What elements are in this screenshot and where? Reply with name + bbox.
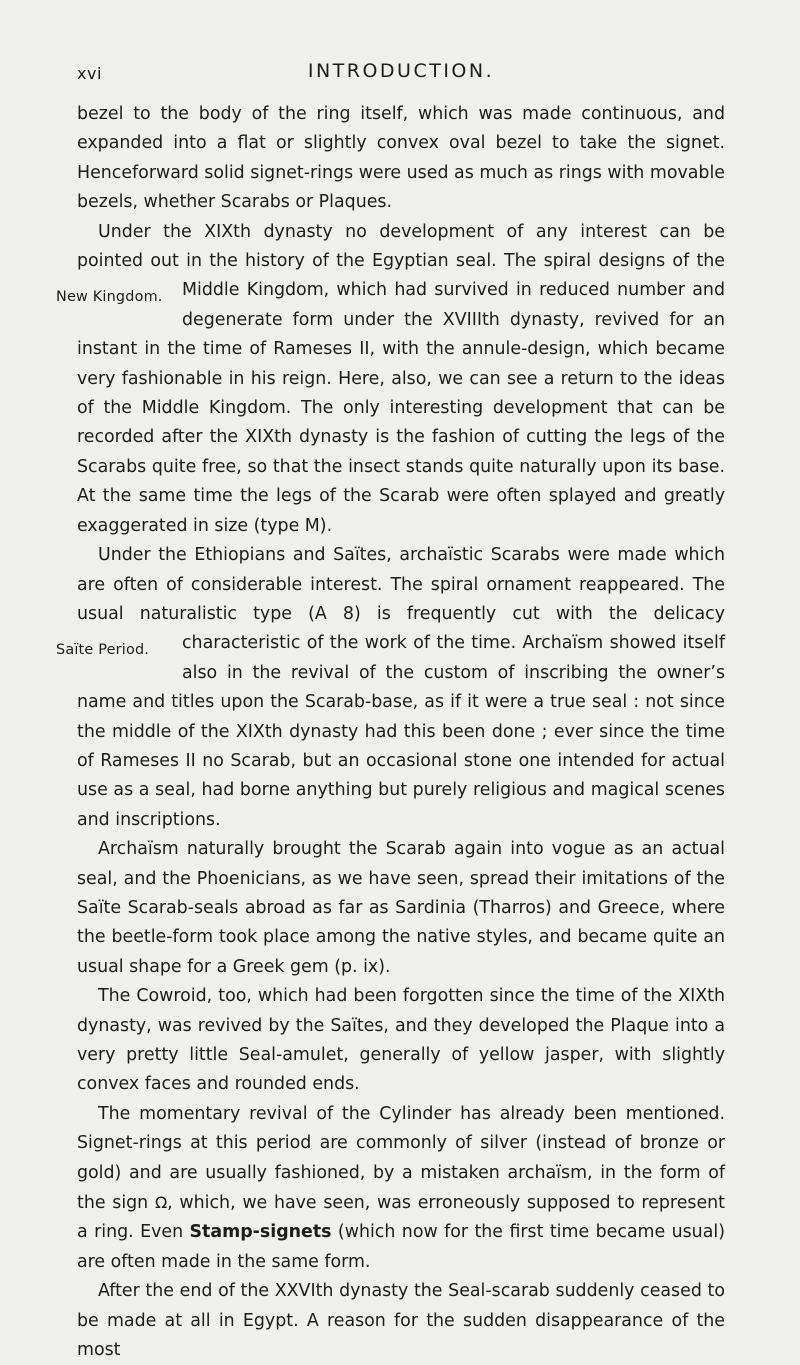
body-text [56, 100, 725, 1365]
paragraph-4: Archaïsm naturally brought the Scarab again into vogue as an actual seal, and the Phoenicians, as we have seen, spread their imitations of the Saïte Scarab-seals abroad as far as Sardinia (Tharros) and Greece, where the beetle-form took place among the native styles, and became quite an usual shape for a Greek gem (p. ix). [77, 839, 725, 977]
paragraph-6 [77, 1100, 725, 1277]
paragraph-3 [56, 541, 725, 835]
running-head: INTRODUCTION. [307, 60, 495, 82]
paragraph-2 [56, 218, 725, 541]
stamp-signets-term: Stamp-signets [189, 1222, 332, 1243]
paragraph-5: The Cowroid, too, which had been forgotten since the time of the XIXth dynasty, was revived by the Saïtes, and they developed the Plaque into a very pretty little Seal-amulet, generally of yellow jasper, with slightly convex faces and rounded ends. [77, 986, 725, 1095]
sidenote-saite-period: Saïte Period. [56, 642, 150, 659]
paragraph-6-middle: , which, we have seen, was erroneously supposed to represent a ring. Even [77, 1193, 725, 1243]
sidenote-new-kingdom: New Kingdom. [56, 289, 163, 306]
paragraph-6-end: (which now for the first time became usual) are often made in the same form. [77, 1222, 725, 1272]
paragraph-2-start: Under the XIXth dynasty no development of any interest can be pointed out in the history of the Egyptian seal. The spiral designs of the Middle [77, 221, 725, 301]
ring-sign-glyph: Ω [154, 1193, 168, 1213]
paragraph-1: bezel to the body of the ring itself, which was made continuous, and expanded into a flat or slightly convex oval bezel to take the signet. Henceforward solid signet-rings were used as much as rings with movable bezels, whether Scarabs or Plaques. [77, 104, 725, 213]
paragraph-6-start: The momentary revival of the Cylinder has already been mentioned. Signet-rings at this period are commonly of silver (instead of bronze or gold) and are usually fashioned, by a mistaken archaïsm, in the form of the sign [77, 1103, 725, 1214]
paragraph-7: After the end of the XXVIth dynasty the Seal-scarab suddenly ceased to be made at all in Egypt. A reason for the sudden disappearance of the most [77, 1281, 725, 1361]
page-header [77, 60, 725, 86]
paragraph-3-start: Under the Ethiopians and Saïtes, archaïstic Scarabs were made which are often of considerable interest. The spiral ornament reappeared. The usual naturalistic type (A 8) is frequently cut with the delicacy characteristic of the [77, 545, 725, 654]
paragraph-2-end: Kingdom, which had survived in reduced number and degenerate form under the XVIIIth dynasty, revived for an instant in the time of Rameses II, with the annule-design, which became very fashionable in his reign. Here, also, we can see a return to the ideas of the Middle Kingdom. The only interesting development that can be recorded after the XIXth dynasty is the fashion of cutting the legs of the Scarabs quite free, so that the insect stands quite naturally upon its base. At the same time the legs of the Scarab were often splayed and greatly exaggerated in size (type M). [77, 280, 725, 536]
page-number: xvi [77, 64, 102, 83]
paragraph-3-end: work of the time. Archaïsm showed itself also in the revival of the custom of inscribing the owner’s name and titles upon the Scarab-base, as if it were a true seal : not since the middle of the XIXth dynasty had this been done ; ever since the time of Rameses II no Scarab, but an occasional stone one intended for actual use as a seal, had borne anything but purely religious and magical scenes and inscriptions. [77, 633, 725, 830]
